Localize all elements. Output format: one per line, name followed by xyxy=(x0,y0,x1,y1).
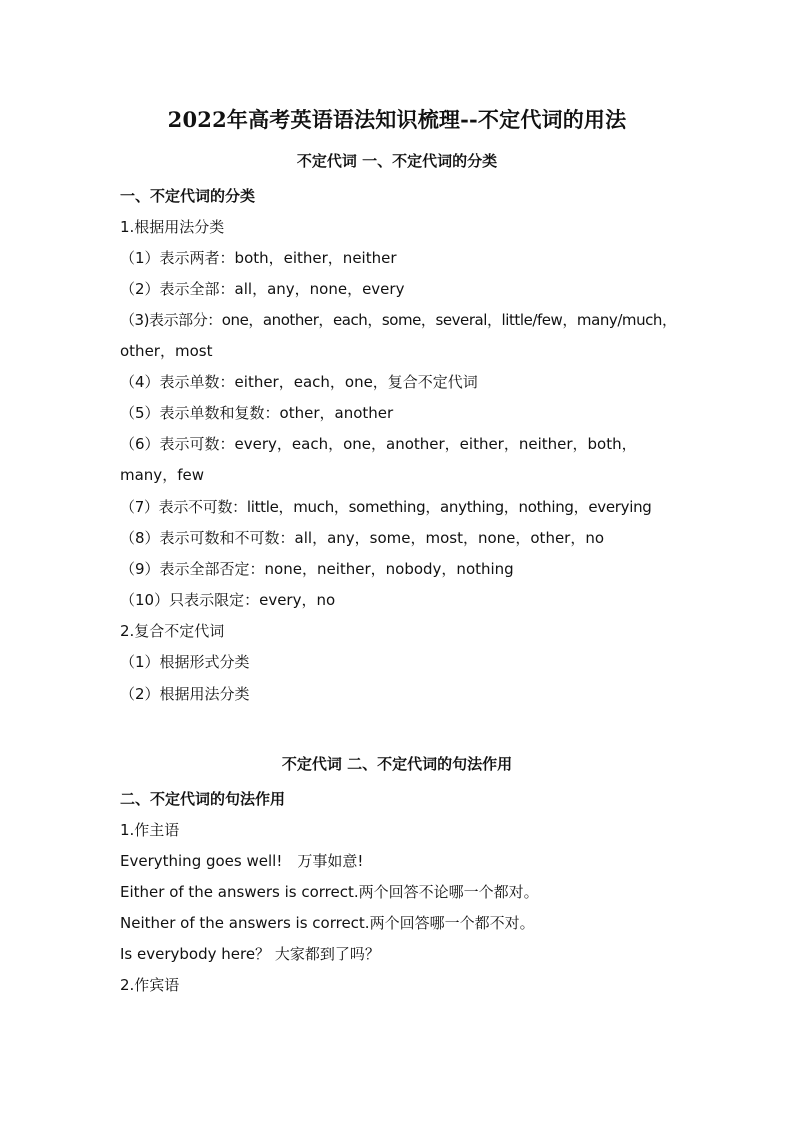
example-sentence: Everything goes well! 万事如意! xyxy=(120,852,364,870)
list-item-continued: other，most xyxy=(120,342,213,360)
example-sentence: Neither of the answers is correct.两个回答哪一个都不对。 xyxy=(120,914,535,932)
list-item: （1）根据形式分类 xyxy=(120,653,250,671)
section1-sub2: 2.复合不定代词 xyxy=(120,622,225,640)
section2-sub2: 2.作宾语 xyxy=(120,976,180,994)
example-sentence: Is everybody here？ 大家都到了吗？ xyxy=(120,945,380,963)
section1-sub1: 1.根据用法分类 xyxy=(120,218,225,236)
list-item: （1）表示两者：both，either，neither xyxy=(120,249,397,267)
list-item: （8）表示可数和不可数：all，any，some，most，none，other，no xyxy=(120,529,605,547)
list-item: （3)表示部分：one，another，each，some，several，little/few，many/much， xyxy=(120,311,677,329)
section2-subtitle: 不定代词 二、不定代词的句法作用 xyxy=(281,755,513,773)
list-item: （10）只表示限定：every，no xyxy=(120,591,336,609)
section2-heading: 二、不定代词的句法作用 xyxy=(120,790,286,808)
list-item: （9）表示全部否定：none，neither，nobody，nothing xyxy=(120,560,514,578)
page-title: 2022年高考英语语法知识梳理--不定代词的用法 xyxy=(167,107,627,132)
section1-heading: 一、不定代词的分类 xyxy=(120,187,256,205)
list-item: （6）表示可数：every，each，one，another，either，neither，both， xyxy=(120,435,637,453)
list-item-continued: many，few xyxy=(120,466,204,484)
list-item: （7）表示不可数：little，much，something，anything，nothing，everying xyxy=(120,498,652,516)
list-item: （5）表示单数和复数：other，another xyxy=(120,404,394,422)
section2-sub1: 1.作主语 xyxy=(120,821,180,839)
section1-subtitle: 不定代词 一、不定代词的分类 xyxy=(296,152,498,170)
list-item: （2）表示全部：all，any，none，every xyxy=(120,280,405,298)
list-item: （4）表示单数：either，each，one，复合不定代词 xyxy=(120,373,478,391)
example-sentence: Either of the answers is correct.两个回答不论哪一个都对。 xyxy=(120,883,539,901)
list-item: （2）根据用法分类 xyxy=(120,685,250,703)
